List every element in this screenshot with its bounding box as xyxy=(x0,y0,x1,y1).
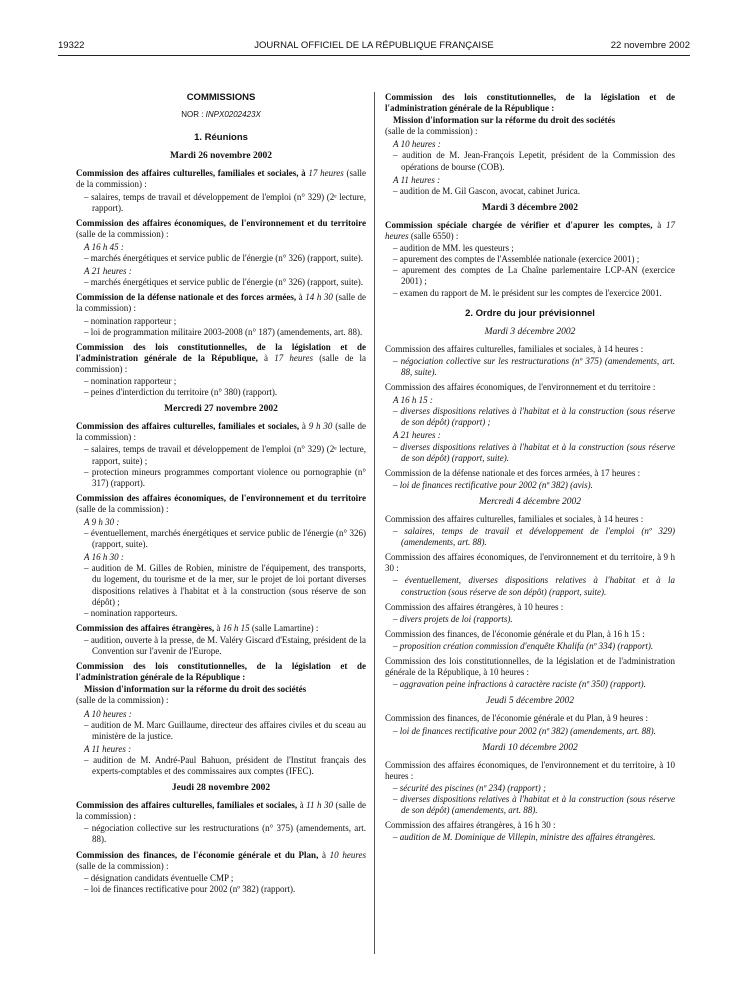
agenda-item: – loi de finances rectificative pour 2002 (nº 382) (rapport). xyxy=(84,883,296,894)
meeting-time: 17 heures xyxy=(308,168,344,179)
agenda-item: – loi de programmation militaire 2003-2008 (n° 187) (amendements, art. 88). xyxy=(84,326,363,337)
commission-entry xyxy=(76,661,366,683)
commission-name: Commission de la défense nationale et des forces armées, xyxy=(76,292,297,303)
meeting-room: (salle de la commission) : xyxy=(76,168,366,190)
issue-date: 22 novembre 2002 xyxy=(610,40,690,51)
commission-entry: Commission des finances, de l'économie générale et du Plan, à 10 heures (salle de la commission) : xyxy=(76,849,366,871)
meeting-room: (salle de la commission) : xyxy=(76,292,367,314)
commission-entry xyxy=(385,92,675,114)
agenda-item: – négociation collective sur les restructurations (nº 375) (amendements, art. 88, suite). xyxy=(393,355,675,377)
meeting-room: (salle de la commission) : xyxy=(385,126,478,137)
meeting-time: 11 h 30 xyxy=(306,800,333,811)
nor-reference xyxy=(76,109,366,120)
page-header xyxy=(58,40,690,56)
commission-entry: Commission spéciale chargée de vérifier et d'apurer les comptes, à 17 heures (salle 6550) : xyxy=(385,219,676,242)
agenda-item: – éventuellement, marchés énergétiques et service public de l'énergie (n° 326) (rapport, suite). xyxy=(84,528,366,550)
agenda-item: – salaires, temps de travail et développement de l'emploi (n° 329) (2ᵉ lecture, rapport). xyxy=(84,191,366,213)
day-heading: Mercredi 4 décembre 2002 xyxy=(478,496,582,507)
commission-entry: Commission des finances, de l'économie générale et du Plan, à 16 h 15 : xyxy=(385,628,645,639)
meeting-time: 16 h 15 xyxy=(222,622,250,633)
agenda-item: – audition de M. Marc Guillaume, directeur des affaires civiles et du sceau au ministère de la justice. xyxy=(84,719,366,741)
agenda-item: – salaires, temps de travail et développement de l'emploi (nº 329) (amendements, art. 88). xyxy=(393,526,675,548)
mission-name: Mission d'information sur la réforme du droit des sociétés xyxy=(393,115,616,126)
agenda-item: – apurement des comptes de La Chaîne parlementaire LCP-AN (exercice 2001) ; xyxy=(393,265,675,287)
commission-name: Commission des lois constitutionnelles, de la législation et de l'administration générale de la République, xyxy=(76,341,366,363)
page-number: 19322 xyxy=(58,40,85,51)
agenda-item: – loi de finances rectificative pour 2002 (nº 382) (amendements, art. 88). xyxy=(393,725,656,736)
agenda-item: – sécurité des piscines (nº 234) (rapport) ; xyxy=(393,782,547,793)
agenda-item: – diverses dispositions relatives à l'habitat et à la construction (sous réserve de son dépôt) (rapport) ; xyxy=(393,406,675,428)
agenda-item: – apurement des comptes de l'Assemblée nationale (exercice 2001) ; xyxy=(393,254,640,265)
page-title: COMMISSIONS xyxy=(186,92,256,103)
agenda-item: – nomination rapporteur ; xyxy=(84,375,177,386)
commission-name: Commission des finances, de l'économie générale et du Plan, xyxy=(76,849,319,860)
time-slot: A 16 h 15 : xyxy=(393,395,433,406)
agenda-item: – audition de M. Gil Gascon, avocat, cabinet Jurica. xyxy=(393,185,580,196)
agenda-item: – négociation collective sur les restructurations (n° 375) (amendements, art. 88). xyxy=(84,823,366,845)
commission-entry: Commission des affaires économiques, de l'environnement et du territoire : xyxy=(385,382,656,393)
nor-code: INPX0202423X xyxy=(205,110,261,120)
agenda-item: – aggravation peine infractions à caractère raciste (nº 350) (rapport). xyxy=(393,679,646,690)
agenda-item: – loi de finances rectificative pour 2002 (nº 382) (avis). xyxy=(393,479,593,490)
commission-name: Commission des lois constitutionnelles, de la législation et de l'administration générale de la République : xyxy=(76,661,366,683)
nor-label: NOR : xyxy=(181,110,204,120)
meeting-time: 17 heures xyxy=(274,352,314,363)
section-heading: 2. Ordre du jour prévisionnel xyxy=(465,307,595,319)
commission-name: Commission des affaires étrangères, xyxy=(76,622,215,633)
commission-entry: Commission des affaires culturelles, familiales et sociales, à 14 heures : xyxy=(385,343,644,354)
commission-name: Commission des lois constitutionnelles, de la législation et de l'administration générale de la République : xyxy=(385,92,675,114)
time-slot: A 16 h 30 : xyxy=(84,552,124,563)
meeting-room: (salle Lamartine) : xyxy=(249,622,319,633)
commission-entry: Commission de la défense nationale et des forces armées, à 14 h 30 (salle de la commission) : xyxy=(76,292,367,314)
section-heading: 1. Réunions xyxy=(194,132,248,144)
day-heading: Jeudi 28 novembre 2002 xyxy=(171,783,271,794)
header-rule xyxy=(58,55,690,56)
commission-entry: Commission des lois constitutionnelles, de la législation et de l'administration générale de la République, à 17 heures (salle de la commission) : xyxy=(76,341,366,374)
day-heading: Mardi 10 décembre 2002 xyxy=(482,742,578,753)
meeting-room: (salle 6550) : xyxy=(408,231,459,242)
meeting-room: (salle de la commission) : xyxy=(76,695,169,706)
left-column xyxy=(76,92,366,895)
agenda-item: – audition de M. Dominique de Villepin, ministre des affaires étrangères. xyxy=(393,832,656,843)
meeting-room: (salle de la commission) : xyxy=(76,503,169,514)
commission-entry xyxy=(76,168,366,190)
agenda-item: – protection mineurs programmes comportant violence ou pornographie (n° 317) (rapport). xyxy=(84,466,366,488)
agenda-item: – audition de MM. les questeurs ; xyxy=(393,243,514,254)
commission-name: Commission des affaires culturelles, familiales et sociales, xyxy=(76,421,300,432)
meeting-time: 9 h 30 xyxy=(308,421,333,432)
meeting-time: 17 heures xyxy=(385,219,676,242)
agenda-item: – désignation candidats éventuelle CMP ; xyxy=(84,872,234,883)
commission-name: Commission des affaires culturelles, familiales et sociales, xyxy=(76,800,298,811)
commission-entry: Commission des affaires étrangères, à 16 h 30 : xyxy=(385,820,556,831)
time-slot: A 9 h 30 : xyxy=(84,517,120,527)
agenda-item: – éventuellement, diverses dispositions relatives à l'habitat et à la construction (sous réserve de son dépôt) (rapport, suite). xyxy=(393,575,675,597)
meeting-time: 10 heures xyxy=(329,849,366,860)
agenda-item: – divers projets de loi (rapports). xyxy=(393,613,513,624)
agenda-item: – examen du rapport de M. le président sur les comptes de l'exercice 2001. xyxy=(393,287,662,298)
commission-entry: Commission des affaires culturelles, familiales et sociales, à 14 heures : xyxy=(385,514,644,524)
agenda-item: – marchés énergétiques et service public de l'énergie (n° 326) (rapport, suite). xyxy=(84,277,364,288)
day-heading: Mercredi 27 novembre 2002 xyxy=(164,404,278,415)
commission-entry xyxy=(76,493,366,515)
commission-entry: Commission des affaires économiques, de l'environnement et du territoire, à 10 heures : xyxy=(385,759,675,781)
time-slot: A 11 heures : xyxy=(393,174,441,185)
meeting-time: 14 h 30 xyxy=(305,292,333,303)
time-slot: A 21 heures : xyxy=(393,430,441,441)
commission-name: Commission des affaires culturelles, familiales et sociales, à xyxy=(76,168,306,179)
commission-name: Commission spéciale chargée de vérifier et d'apurer les comptes, xyxy=(385,219,653,230)
meeting-room: (salle de la commission) : xyxy=(76,421,367,443)
commission-entry: Commission de la défense nationale et des forces armées, à 17 heures : xyxy=(385,467,641,478)
commission-entry: Commission des finances, de l'économie générale et du Plan, à 9 heures : xyxy=(385,713,649,724)
time-slot: A 16 h 45 : xyxy=(84,241,124,252)
agenda-item: – marchés énergétiques et service public de l'énergie (n° 326) (rapport, suite). xyxy=(84,253,364,264)
time-slot: A 10 heures : xyxy=(84,708,132,719)
mission-name: Mission d'information sur la réforme du droit des sociétés xyxy=(84,684,307,695)
commission-entry xyxy=(76,218,366,240)
commission-entry: Commission des affaires économiques, de l'environnement et du territoire, à 9 h 30 : xyxy=(385,552,675,574)
day-heading: Jeudi 5 décembre 2002 xyxy=(485,696,575,707)
journal-title: JOURNAL OFFICIEL DE LA RÉPUBLIQUE FRANÇAISE xyxy=(254,40,494,51)
commission-entry: Commission des affaires culturelles, familiales et sociales, à 9 h 30 (salle de la commission) : xyxy=(76,421,367,443)
meeting-room: (salle de la commission) : xyxy=(76,228,169,239)
agenda-item: – diverses dispositions relatives à l'habitat et à la construction (sous réserve de son dépôt) (amendements, art. 88). xyxy=(393,793,675,816)
day-heading: Mardi 26 novembre 2002 xyxy=(170,151,272,162)
column-divider xyxy=(374,92,375,954)
agenda-item: – diverses dispositions relatives à l'habitat et à la construction (sous réserve de son dépôt) (rapport, suite). xyxy=(393,441,675,463)
agenda-item: – salaires, temps de travail et développement de l'emploi (n° 329) (2ᵉ lecture, rapport, suite) ; xyxy=(84,444,366,466)
agenda-item: – nomination rapporteur ; xyxy=(84,315,177,326)
commission-entry: Commission des affaires étrangères, à 10 heures : xyxy=(385,601,564,612)
agenda-item: – audition de M. Jean-François Lepetit, président de la Commission des opérations de bourse (COB). xyxy=(393,150,675,172)
agenda-item: – audition, ouverte à la presse, de M. Valéry Giscard d'Estaing, président de la Convention sur l'avenir de l'Europe. xyxy=(84,634,366,657)
agenda-item: – audition de M. André-Paul Bahuon, président de l'Institut français des experts-comptables et des commissaires aux comptes (IFEC). xyxy=(84,754,366,776)
time-slot: A 10 heures : xyxy=(393,139,441,150)
commission-name: Commission des affaires économiques, de l'environnement et du territoire xyxy=(76,217,366,228)
day-heading: Mardi 3 décembre 2002 xyxy=(481,202,579,213)
agenda-item: – peines d'interdiction du territoire (n° 380) (rapport). xyxy=(84,387,278,398)
time-slot: A 11 heures : xyxy=(84,743,132,754)
commission-entry: Commission des lois constitutionnelles, de la législation et de l'administration générale de la République, à 10 heures : xyxy=(385,656,675,678)
meeting-room: (salle de la commission) : xyxy=(76,352,366,374)
right-column xyxy=(385,92,675,843)
day-heading: Mardi 3 décembre 2002 xyxy=(484,326,576,337)
agenda-item: – nomination rapporteurs. xyxy=(84,607,178,618)
meeting-room: (salle de la commission) : xyxy=(76,860,169,871)
commission-entry: Commission des affaires étrangères, à 16 h 15 (salle Lamartine) : xyxy=(76,622,319,633)
meeting-room: (salle de la commission) : xyxy=(76,800,366,822)
commission-name: Commission des affaires économiques, de l'environnement et du territoire xyxy=(76,492,366,503)
time-slot: A 21 heures : xyxy=(84,266,132,277)
commission-entry: Commission des affaires culturelles, familiales et sociales, à 11 h 30 (salle de la commission) : xyxy=(76,800,366,822)
agenda-item: – proposition création commission d'enquête Khalifa (nº 334) (rapport). xyxy=(393,640,654,651)
agenda-item: – audition de M. Gilles de Robien, ministre de l'équipement, des transports, du logement, du tourisme et de la mer, sur le projet de loi portant diverses dispositions relatives à l'habitat et à la construction (sous réserve de son dépôt) ; xyxy=(84,563,366,607)
